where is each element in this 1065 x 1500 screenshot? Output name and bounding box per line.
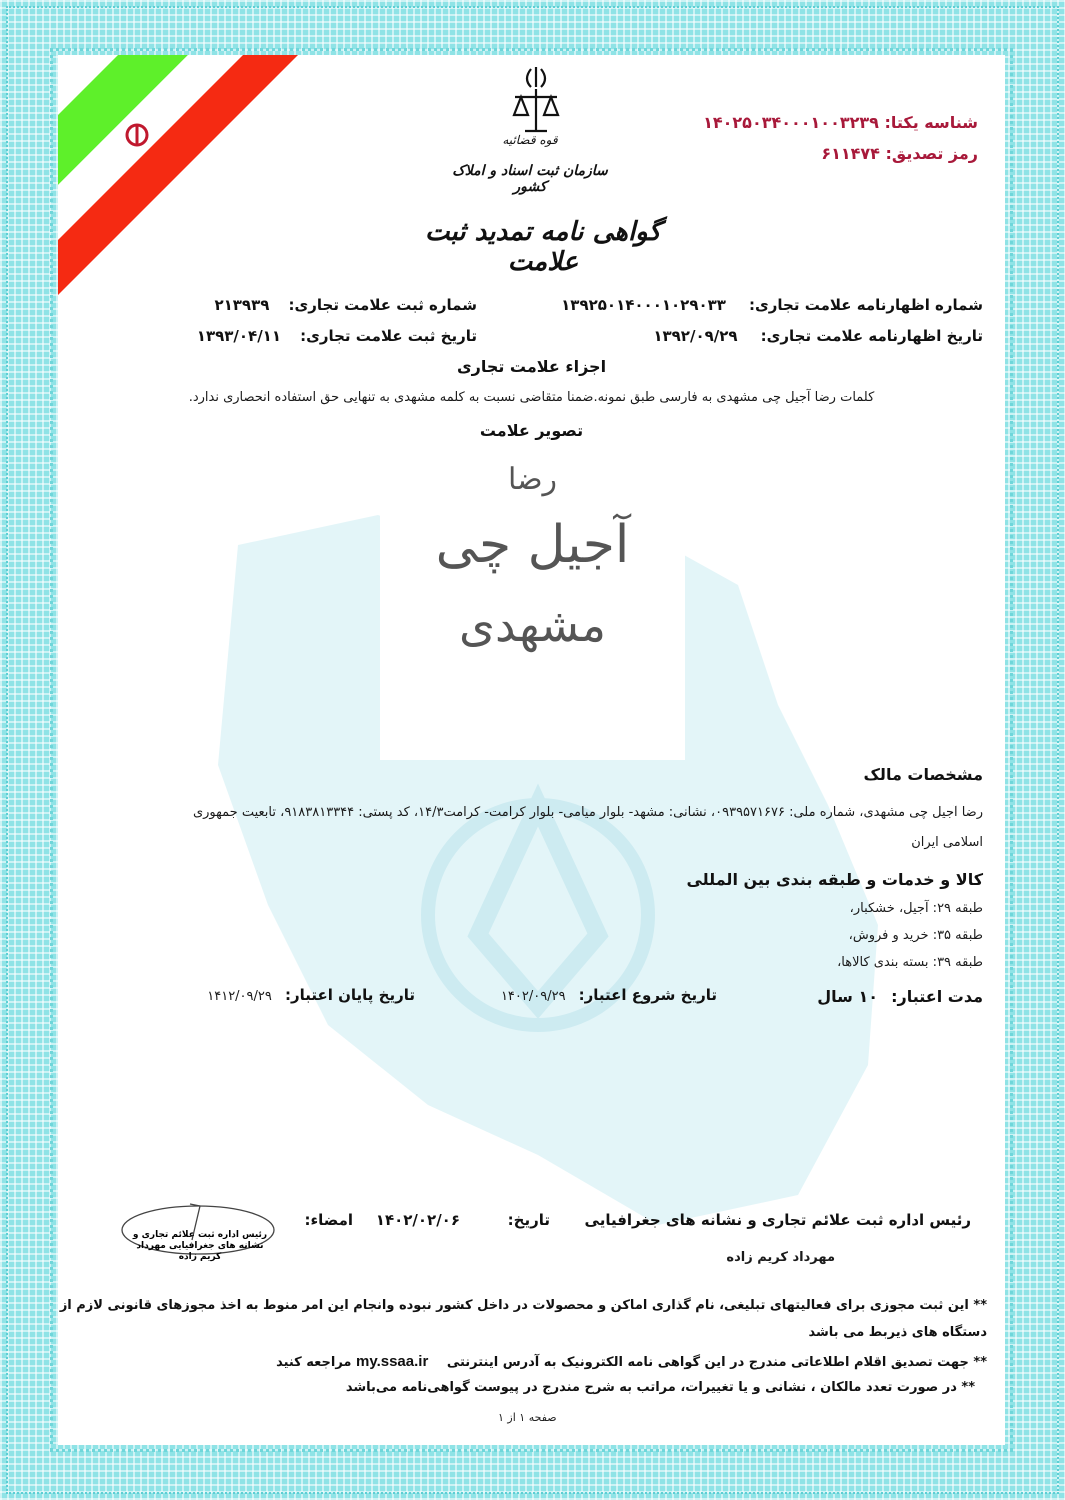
class-item: طبقه ۳۹: بسته بندی کالاها، [837,955,983,970]
note-2-suffix: مراجعه کنید [276,1355,352,1370]
verification-code-label: رمز تصدیق: [885,144,978,163]
mark-components-title: اجزاء علامت تجاری [456,357,607,376]
registration-number-value: ۲۱۳۹۳۹ [214,296,270,314]
class-item: طبقه ۲۹: آجیل، خشکبار، [849,901,983,916]
validity-end-value: ۱۴۱۲/۰۹/۲۹ [207,989,272,1004]
signature-date-label: تاریخ: [507,1211,550,1229]
owner-title: مشخصات مالک [863,765,983,784]
trademark-line-3: مشهدی [458,598,607,652]
registration-date-value: ۱۳۹۳/۰۴/۱۱ [196,327,281,345]
organization-name: سازمان ثبت اسناد و املاک کشور [452,163,608,195]
certificate-page [58,55,1005,1445]
trademark-line-2: آجیل چی [435,515,630,575]
declaration-number-value: ۱۳۹۲۵۰۱۴۰۰۰۱۰۲۹۰۳۳ [561,296,726,314]
ssaa-link[interactable]: my.ssaa.ir [356,1353,429,1370]
declaration-date-value: ۱۳۹۲/۰۹/۲۹ [653,327,738,345]
verification-code [821,144,978,163]
class-item: طبقه ۳۵: خرید و فروش، [848,928,983,943]
declaration-date-row [653,326,983,345]
mark-components-description: کلمات رضا آجیل چی مشهدی به فارسی طبق نمونه.ضمنا متقاضی نسبت به کلمه مشهدی به تنهایی حق استفاده انحصاری ندارد. [188,390,875,405]
note-1-line-2: دستگاه های ذیربط می باشد [808,1325,987,1340]
judiciary-label: قوه قضائیه [502,133,558,147]
registration-number-row [214,295,477,314]
iran-flag-corner [58,55,303,300]
validity-start-value: ۱۴۰۲/۰۹/۲۹ [500,989,566,1004]
verification-code-value: ۶۱۱۴۷۴ [821,144,880,163]
signature-sign-label: امضاء: [304,1211,353,1229]
official-title: رئیس اداره ثبت علائم تجاری و نشانه های جغرافیایی [584,1211,971,1229]
validity-end-row [207,985,415,1004]
unique-id [703,113,978,132]
classes-title: کالا و خدمات و طبقه بندی بین المللی [686,870,983,889]
unique-id-label: شناسه یکتا: [884,113,978,132]
page-info: صفحه ۱ از ۱ [498,1411,557,1424]
note-2 [276,1353,987,1370]
declaration-number-row [561,295,983,314]
validity-start-row [501,985,717,1004]
owner-details-line-2: اسلامی ایران [911,835,983,850]
validity-start-label: تاریخ شروع اعتبار: [578,986,717,1004]
mark-image-title: تصویر علامت [479,421,584,440]
owner-details-line-1: رضا آجیل چی مشهدی، شماره ملی: ۰۹۳۹۵۷۱۶۷۶، نشانی: مشهد- بلوار میامی- بلوار کرامت- کرامت۱۴/۳، کد پستی: ۹۱۸۳۸۱۳۳۴۴، تابعیت جمهوری [192,805,983,820]
validity-end-label: تاریخ پایان اعتبار: [284,986,415,1004]
validity-duration-row [817,987,983,1006]
note-3: ** در صورت تعدد مالکان ، نشانی و یا تغییرات، مراتب به شرح مندرج در پیوست گواهی‌نامه می‌باشد [345,1380,975,1395]
certificate-title: گواهی نامه تمدید ثبت علامت [424,217,661,277]
declaration-date-label: تاریخ اظهارنامه علامت تجاری: [760,327,983,345]
validity-duration-label: مدت اعتبار: [891,987,983,1006]
judiciary-emblem-icon [511,65,561,137]
note-2-text: ** جهت تصدیق اقلام اطلاعاتی مندرج در این گواهی نامه الکترونیک به آدرس اینترنتی [446,1355,987,1370]
trademark-line-1: رضا [507,462,558,497]
unique-id-value: ۱۴۰۲۵۰۳۴۰۰۰۱۰۰۳۲۳۹ [703,113,879,132]
registration-date-row [197,326,477,345]
signature-date-value: ۱۴۰۲/۰۲/۰۶ [375,1211,460,1229]
declaration-number-label: شماره اظهارنامه علامت تجاری: [749,296,983,314]
official-name: مهرداد کریم زاده [726,1250,835,1265]
official-stamp [120,1200,280,1270]
validity-duration-value: ۱۰ سال [817,987,879,1006]
note-1-line-1: ** این ثبت مجوزی برای فعالیتهای تبلیغی، نام گذاری اماکن و محصولات در داخل کشور نبوده وانجام این امر منوط به اخذ مجوزهای قانونی لازم از [59,1298,987,1313]
registration-date-label: تاریخ ثبت علامت تجاری: [300,327,477,345]
trademark-image [380,460,685,760]
stamp-text: رئیس اداره ثبت علائم تجاری و نشانه های جغرافیایی مهرداد کریم زاده [132,1230,268,1262]
registration-number-label: شماره ثبت علامت تجاری: [288,296,477,314]
